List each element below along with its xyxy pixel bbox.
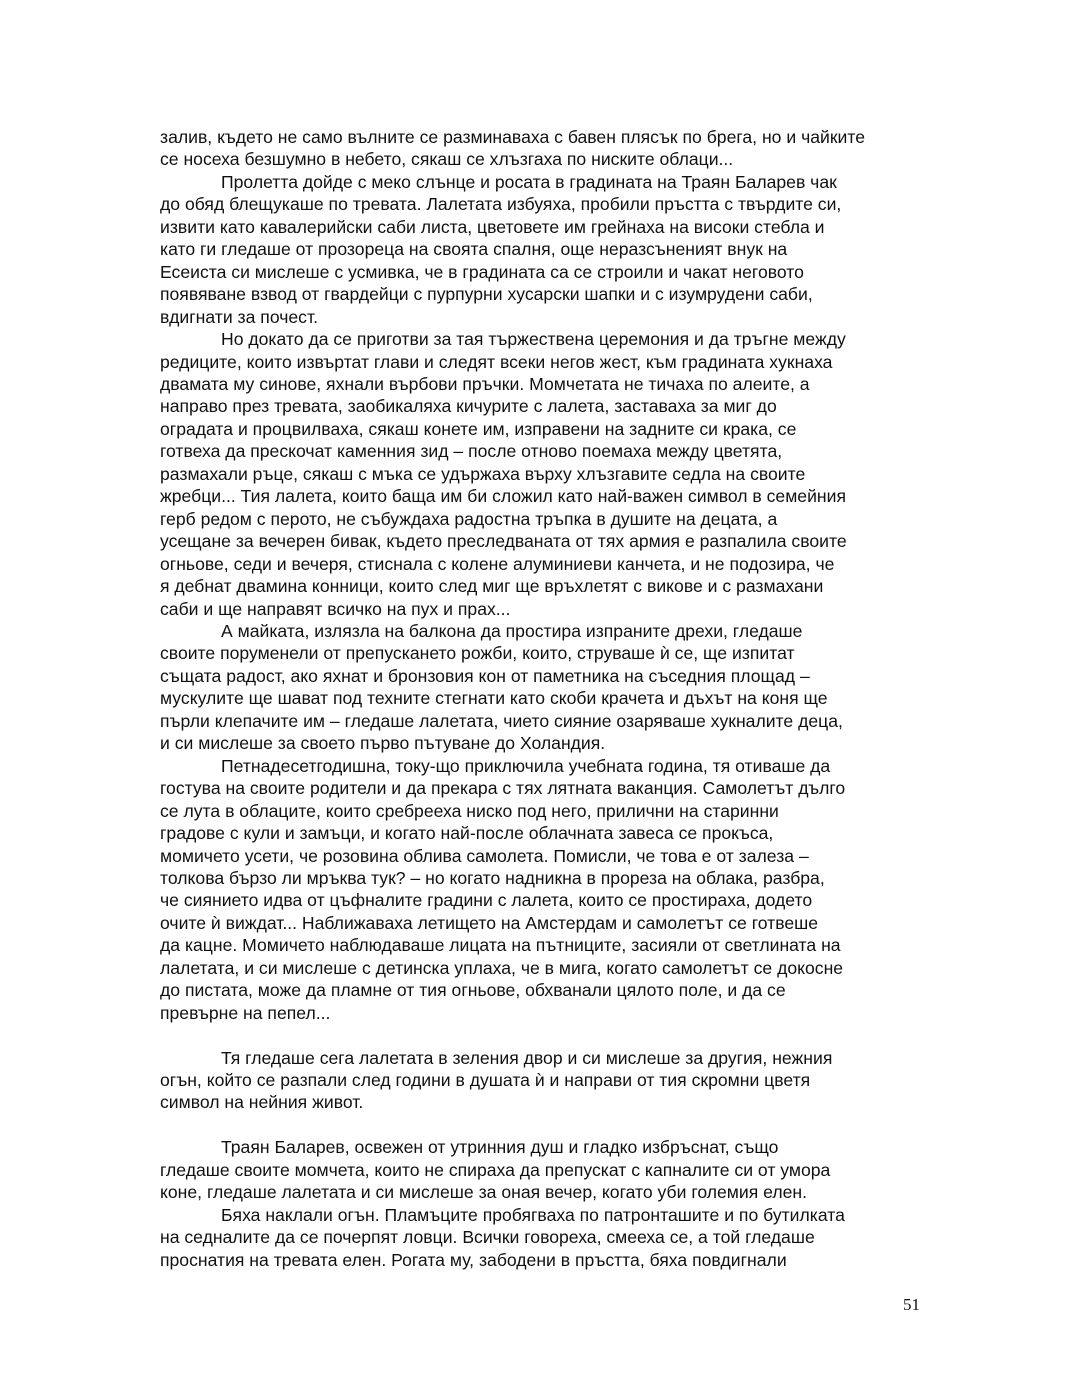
- text-line: гледаше своите момчета, които не спираха да препускат с капналите си от умора: [160, 1159, 831, 1180]
- text-line: пърли клепачите им – гледаше лалетата, чието сияние озаряваше хукналите деца,: [160, 710, 843, 731]
- text-line: редиците, които извъртат глави и следят всеки негов жест, към градината хукнаха: [160, 351, 833, 372]
- text-line: Петнадесетгодишна, току-що приключила учебната година, тя отиваше да: [221, 755, 831, 776]
- text-line: Тя гледаше сега лалетата в зеления двор и си мислеше за другия, нежния: [221, 1047, 833, 1068]
- text-line: огньове, седи и вечеря, стиснала с колене алуминиеви канчета, и не подозира, че: [160, 553, 835, 574]
- text-line: се лута в облаците, които сребрееха ниско под него, прилични на старинни: [160, 800, 779, 821]
- text-line: същата радост, ако яхнат и бронзовия кон от паметника на съседния площад –: [160, 665, 810, 686]
- text-line: саби и ще направят всичко на пух и прах...: [160, 598, 511, 619]
- text-line: толкова бързо ли мръква тук? – но когато надникна в прореза на облака, разбра,: [160, 867, 825, 888]
- text-line: своите поруменели от препускането рожби, които, струваше ѝ се, ще изпитат: [160, 643, 795, 664]
- text-line: че сиянието идва от цъфналите градини с лалета, които се простираха, додето: [160, 890, 813, 911]
- text-line: проснатия на тревата елен. Рогата му, забодени в пръстта, бяха повдигнали: [160, 1249, 787, 1270]
- text-line: извити като кавалерийски саби листа, цветовете им грейнаха на високи стебла и: [160, 216, 825, 237]
- page-number: 51: [903, 1295, 920, 1314]
- text-line: размахали ръце, сякаш с мъка се удържаха върху хлъзгавите седла на своите: [160, 463, 806, 484]
- text-line: я дебнат двамина конници, които след миг ще връхлетят с викове и с размахани: [160, 576, 824, 597]
- text-line: Но докато да се приготви за тая тържествена церемония и да тръгне между: [221, 329, 846, 350]
- text-line: жребци... Тия лалета, които баща им би сложил като най-важен символ в семейния: [160, 486, 846, 507]
- text-line: направо през тревата, заобикаляха кичурите с лалета, заставаха за миг до: [160, 396, 777, 417]
- text-line: Траян Баларев, освежен от утринния душ и гладко избръснат, също: [221, 1137, 779, 1158]
- text-line: Пролетта дойде с меко слънце и росата в градината на Траян Баларев чак: [221, 171, 837, 192]
- text-line: се носеха безшумно в небето, сякаш се хлъзгаха по ниските облаци...: [160, 149, 734, 170]
- text-line: и си мислеше за своето първо пътуване до Холандия.: [160, 733, 606, 754]
- text-line: готвеха да прескочат каменния зид – после отново поемаха между цветята,: [160, 441, 783, 462]
- text-line: Бяха наклали огън. Пламъците пробягваха по патронташите и по бутилката: [221, 1204, 845, 1225]
- text-line: до пистата, може да пламне от тия огньове, обхванали цялото поле, и да се: [160, 980, 786, 1001]
- text-line: лалетата, и си мислеше с детинска уплаха, че в мига, когато самолетът се докосне: [160, 957, 844, 978]
- text-line: залив, където не само вълните се разминаваха с бавен плясък по брега, но и чайките: [160, 127, 866, 147]
- text-line: очите ѝ виждат... Наближаваха летището на Амстердам и самолетът се готвеше: [160, 912, 819, 933]
- text-line: момичето усети, че розовина облива самолета. Помисли, че това е от залеза –: [160, 845, 809, 866]
- text-line: гостува на своите родители и да прекара с тях лятната ваканция. Самолетът дълго: [160, 778, 846, 799]
- paragraph-gap: [160, 1114, 925, 1136]
- text-line: вдигнати за почест.: [160, 306, 318, 327]
- text-line: герб редом с перото, не събуждаха радостна тръпка в душите на децата, а: [160, 508, 778, 529]
- text-line: на седналите да се почерпят ловци. Всички говореха, смееха се, а той гледаше: [160, 1227, 815, 1248]
- text-line: Есеиста си мислеше с усмивка, че в градината са се строили и чакат неговото: [160, 261, 804, 282]
- text-line: появяване взвод от гвардейци с пурпурни хусарски шапки и с изумрудени саби,: [160, 284, 813, 305]
- text-line: двамата му синове, яхнали върбови пръчки. Момчетата не тичаха по алеите, а: [160, 373, 810, 394]
- body-text: [160, 126, 925, 1271]
- text-line: превърне на пепел...: [160, 1002, 331, 1023]
- text-line: символ на нейния живот.: [160, 1092, 364, 1113]
- text-line: оградата и процвилваха, сякаш конете им, изправени на задните си крака, се: [160, 418, 797, 439]
- text-line: като ги гледаше от прозореца на своята спалня, още неразсънeният внук на: [160, 239, 788, 260]
- text-line: А майката, излязла на балкона да простира изпраните дрехи, гледаше: [221, 620, 803, 641]
- text-line: да кацне. Момичето наблюдаваше лицата на пътниците, засияли от светлината на: [160, 935, 841, 956]
- text-line: градове с кули и замъци, и когато най-после облачната завеса се прокъса,: [160, 823, 774, 844]
- text-line: огън, който се разпали след години в душата ѝ и направи от тия скромни цветя: [160, 1070, 811, 1091]
- text-line: коне, гледаше лалетата и си мислеше за оная вечер, когато уби големия елен.: [160, 1182, 807, 1203]
- text-line: мускулите ще шават под техните стегнати като скоби крачета и дъхът на коня ще: [160, 688, 828, 709]
- text-line: до обяд блещукаше по тревата. Лалетата избуяха, пробили пръстта с твърдите си,: [160, 194, 842, 215]
- paragraph-gap: [160, 1024, 925, 1046]
- text-line: усещане за вечерен бивак, където преследваната от тях армия е разпалила своите: [160, 531, 847, 552]
